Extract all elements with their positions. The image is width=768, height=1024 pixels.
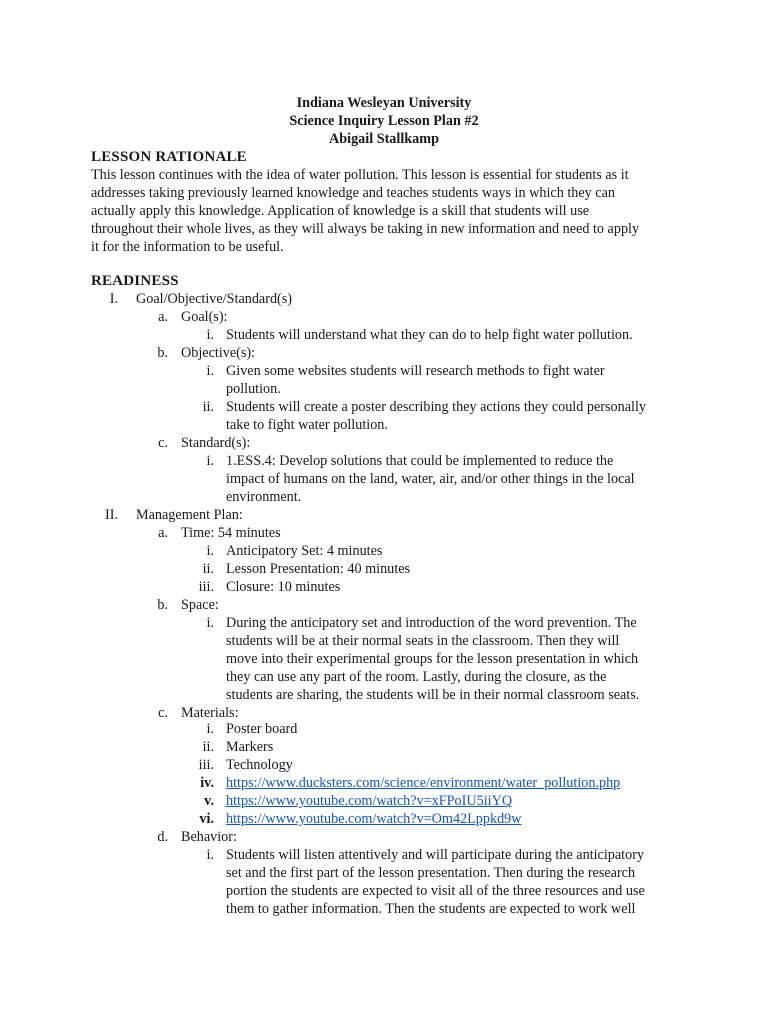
goals-label: Goal(s):: [181, 309, 228, 325]
space-label: Space:: [181, 597, 219, 613]
space-item-text: they can use any part of the room. Lastly, during the closure, as the: [226, 669, 607, 685]
outline-letter: b.: [157, 345, 168, 361]
section-goal-objective-standards: Goal/Objective/Standard(s): [136, 291, 293, 307]
material-item-text: Markers: [226, 739, 274, 755]
outline-roman: i.: [206, 615, 214, 631]
ducksters-water-pollution-link[interactable]: https://www.ducksters.com/science/environment/water_pollution.php: [226, 775, 621, 791]
outline-roman: i.: [206, 847, 214, 863]
behavior-label: Behavior:: [181, 829, 237, 845]
standard-item-text: impact of humans on the land, water, air, and/or other things in the local: [226, 471, 635, 487]
space-item-text: students are sharing, the students will be in their normal classroom seats.: [226, 687, 640, 703]
outline-roman: iii.: [198, 757, 214, 773]
objective-item-text: pollution.: [226, 381, 281, 397]
outline-letter: a.: [158, 309, 168, 325]
outline-roman: i.: [206, 453, 214, 469]
outline-letter: c.: [158, 705, 168, 721]
youtube-video-link-1[interactable]: https://www.youtube.com/watch?v=xFPoIU5iiYQ: [226, 793, 513, 809]
outline-letter: b.: [157, 597, 168, 613]
standards-label: Standard(s):: [181, 435, 251, 451]
outline-roman: i.: [206, 363, 214, 379]
rationale-line: throughout their whole lives, as they will always be taking in new information and need to apply: [91, 221, 640, 237]
outline-roman: i.: [206, 543, 214, 559]
outline-roman: i.: [206, 721, 214, 737]
behavior-item-text: Students will listen attentively and will participate during the anticipatory: [226, 847, 645, 863]
standard-item-text: environment.: [226, 489, 302, 505]
outline-roman: iii.: [198, 579, 214, 595]
outline-letter: c.: [158, 435, 168, 451]
time-item-text: Anticipatory Set: 4 minutes: [226, 543, 383, 559]
outline-roman: vi.: [199, 811, 214, 827]
behavior-item-text: portion the students are expected to visit all of the three resources and use: [226, 883, 645, 899]
outline-roman: iv.: [200, 775, 214, 791]
outline-roman: ii.: [202, 561, 214, 577]
rationale-line: addresses taking previously learned knowledge and teaches students ways in which they can: [91, 185, 615, 201]
standard-item-text: 1.ESS.4: Develop solutions that could be implemented to reduce the: [226, 453, 614, 469]
rationale-line: This lesson continues with the idea of water pollution. This lesson is essential for students as it: [91, 167, 629, 183]
outline-letter: a.: [158, 525, 168, 541]
objectives-label: Objective(s):: [181, 345, 256, 361]
outline-number: I.: [109, 291, 118, 307]
university-name: Indiana Wesleyan University: [296, 95, 472, 111]
plan-title: Science Inquiry Lesson Plan #2: [289, 113, 479, 129]
author-name: Abigail Stallkamp: [329, 131, 439, 147]
rationale-line: it for the information to be useful.: [91, 239, 284, 255]
materials-label: Materials:: [181, 705, 239, 721]
behavior-item-text: set and the first part of the lesson presentation. Then during the research: [226, 865, 636, 881]
space-item-text: students will be at their normal seats in the classroom. Then they will: [226, 633, 620, 649]
readiness-heading: READINESS: [91, 273, 179, 289]
goal-item-text: Students will understand what they can do to help fight water pollution.: [226, 327, 633, 343]
time-item-text: Lesson Presentation: 40 minutes: [226, 561, 411, 577]
outline-roman: v.: [204, 793, 214, 809]
outline-roman: i.: [206, 327, 214, 343]
space-item-text: move into their experimental groups for the lesson presentation in which: [226, 651, 639, 667]
youtube-video-link-2[interactable]: https://www.youtube.com/watch?v=Om42Lppkd9w: [226, 811, 522, 827]
material-item-text: Poster board: [226, 721, 298, 737]
objective-item-text: Students will create a poster describing they actions they could personally: [226, 399, 646, 415]
behavior-item-text: them to gather information. Then the students are expected to work well: [226, 901, 636, 917]
space-item-text: During the anticipatory set and introduction of the word prevention. The: [226, 615, 637, 631]
rationale-heading: LESSON RATIONALE: [91, 149, 247, 165]
time-label: Time: 54 minutes: [181, 525, 281, 541]
objective-item-text: take to fight water pollution.: [226, 417, 388, 433]
outline-number: II.: [105, 507, 118, 523]
time-item-text: Closure: 10 minutes: [226, 579, 341, 595]
objective-item-text: Given some websites students will research methods to fight water: [226, 363, 605, 379]
outline-roman: ii.: [202, 399, 214, 415]
rationale-line: actually apply this knowledge. Application of knowledge is a skill that students will use: [91, 203, 590, 219]
outline-roman: ii.: [202, 739, 214, 755]
outline-letter: d.: [157, 829, 168, 845]
section-management-plan: Management Plan:: [136, 507, 243, 523]
material-item-text: Technology: [226, 757, 293, 773]
